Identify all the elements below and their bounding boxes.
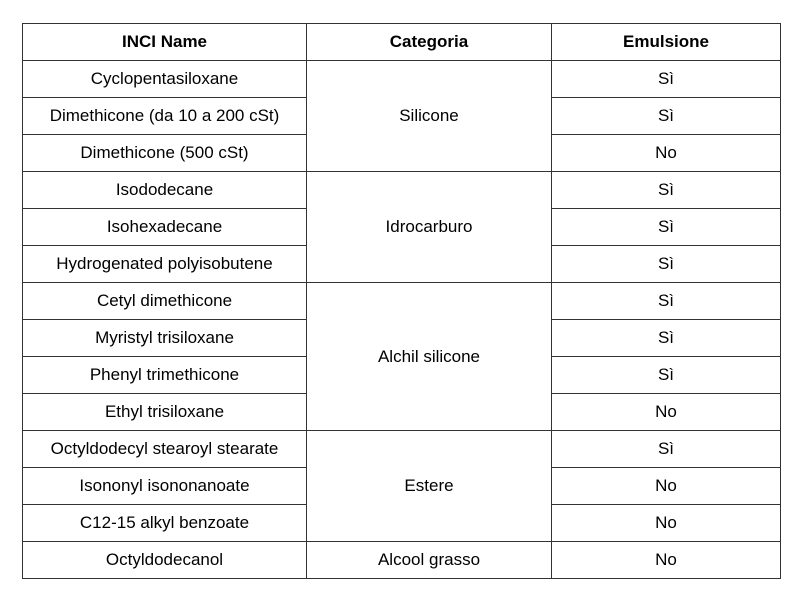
- table-row: [23, 431, 781, 468]
- emulsione-cell: No: [552, 135, 781, 172]
- emulsione-cell: No: [552, 394, 781, 431]
- inci-name-cell: Hydrogenated polyisobutene: [23, 246, 307, 283]
- header-emulsione: Emulsione: [552, 24, 781, 61]
- inci-name-cell: Isononyl isononanoate: [23, 468, 307, 505]
- inci-name-cell: Octyldodecanol: [23, 542, 307, 579]
- emulsione-cell: Sì: [552, 209, 781, 246]
- emulsione-cell: Sì: [552, 283, 781, 320]
- inci-name-cell: Isohexadecane: [23, 209, 307, 246]
- inci-name-cell: Dimethicone (500 cSt): [23, 135, 307, 172]
- categoria-cell: Alchil silicone: [307, 283, 552, 431]
- emulsione-cell: Sì: [552, 357, 781, 394]
- table-row: [23, 172, 781, 209]
- header-inci-name: INCI Name: [23, 24, 307, 61]
- categoria-cell: Idrocarburo: [307, 172, 552, 283]
- inci-name-cell: Octyldodecyl stearoyl stearate: [23, 431, 307, 468]
- table-body: [23, 61, 781, 579]
- inci-name-cell: Cyclopentasiloxane: [23, 61, 307, 98]
- emulsione-cell: Sì: [552, 431, 781, 468]
- categoria-cell: Alcool grasso: [307, 542, 552, 579]
- emulsione-cell: No: [552, 468, 781, 505]
- categoria-cell: Estere: [307, 431, 552, 542]
- inci-name-cell: Cetyl dimethicone: [23, 283, 307, 320]
- emulsione-cell: Sì: [552, 61, 781, 98]
- header-categoria: Categoria: [307, 24, 552, 61]
- inci-name-cell: Dimethicone (da 10 a 200 cSt): [23, 98, 307, 135]
- table-row: [23, 542, 781, 579]
- table-row: [23, 283, 781, 320]
- emulsione-cell: Sì: [552, 98, 781, 135]
- table-header: [23, 24, 781, 61]
- emulsione-cell: No: [552, 542, 781, 579]
- categoria-cell: Silicone: [307, 61, 552, 172]
- inci-table: [22, 23, 781, 579]
- inci-name-cell: Ethyl trisiloxane: [23, 394, 307, 431]
- emulsione-cell: Sì: [552, 320, 781, 357]
- header-row: [23, 24, 781, 61]
- inci-name-cell: Isododecane: [23, 172, 307, 209]
- emulsione-cell: No: [552, 505, 781, 542]
- table-row: [23, 61, 781, 98]
- emulsione-cell: Sì: [552, 246, 781, 283]
- inci-name-cell: Phenyl trimethicone: [23, 357, 307, 394]
- inci-name-cell: C12-15 alkyl benzoate: [23, 505, 307, 542]
- inci-name-cell: Myristyl trisiloxane: [23, 320, 307, 357]
- emulsione-cell: Sì: [552, 172, 781, 209]
